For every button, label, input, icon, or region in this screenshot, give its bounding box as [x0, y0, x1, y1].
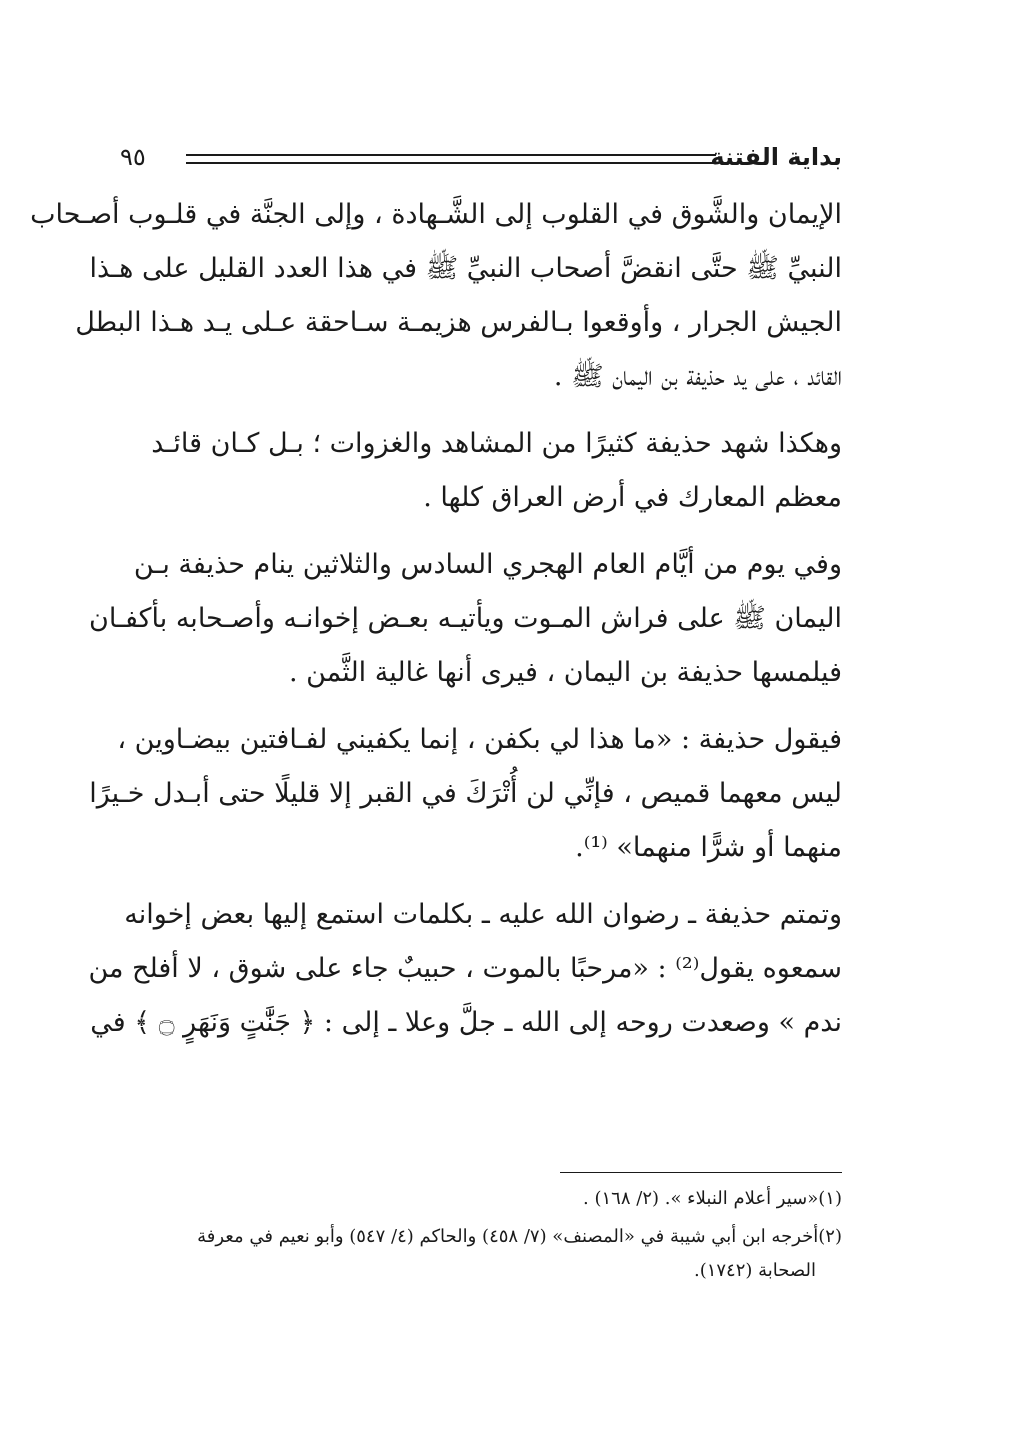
text-line: سمعوه يقول⁽²⁾ : «مرحبًا بالموت ، حبيبٌ جاء على شوق ، لا أفلح من	[88, 953, 842, 984]
footnote-line: الصحابة (١٧٤٢).	[693, 1260, 816, 1281]
footnote-line: (١)«سير أعلام النبلاء ». (٢/ ١٦٨) .	[583, 1188, 842, 1209]
text-line: النبيِّ ﷺ حتَّى انقضَّ أصحاب النبيِّ ﷺ في هذا العدد القليل على هـذا	[89, 253, 842, 284]
paragraph	[89, 713, 842, 875]
text-line: وتمتم حذيفة ـ رضوان الله عليه ـ بكلمات استمع إليها بعض إخوانه	[124, 899, 842, 930]
text-line: الجيش الجرار ، وأوقعوا بـالفرس هزيمـة سـاحقة عـلى يـد هـذا البطل	[75, 307, 842, 338]
text-line: فيلمسها حذيفة بن اليمان ، فيرى أنها غالية الثَّمن .	[288, 657, 842, 688]
footnotes	[132, 1182, 842, 1292]
footnote-line: (٢)أخرجه ابن أبي شيبة في «المصنف» (٧/ ٤٥٨) والحاكم (٤/ ٥٤٧) وأبو نعيم في معرفة	[197, 1226, 842, 1247]
chapter-title: بداية الفتنة	[710, 143, 842, 171]
footnote	[132, 1220, 842, 1288]
text-line: اليمان ﷺ على فراش المـوت ويأتيـه بعـض إخوانـه وأصـحابه بأكفـان	[89, 603, 842, 634]
running-header	[120, 140, 842, 180]
text-line: وهكذا شهد حذيفة كثيرًا من المشاهد والغزوات ؛ بـل كـان قائـد	[151, 428, 842, 459]
text-line: ليس معهما قميص ، فإنِّي لن أُتْرَكَ في القبر إلا قليلًا حتى أبـدل خـيرًا	[89, 778, 842, 809]
text-line: الإيمان والشَّوق في القلوب إلى الشَّـهادة ، وإلى الجنَّة في قلـوب أصـحاب	[30, 199, 842, 230]
paragraph	[30, 188, 842, 404]
text-line: منهما أو شرًّا منهما» ⁽¹⁾.	[575, 832, 842, 863]
text-line: معظم المعارك في أرض العراق كلها .	[423, 482, 842, 513]
text-line: وفي يوم من أيَّام العام الهجري السادس والثلاثين ينام حذيفة بـن	[133, 549, 842, 580]
page-number: ٩٥	[120, 143, 146, 171]
header-rule	[186, 154, 716, 164]
paragraph	[88, 888, 842, 1050]
footnote-separator	[560, 1172, 842, 1173]
footnote	[132, 1182, 842, 1216]
paragraph	[132, 417, 842, 525]
paragraph	[89, 538, 842, 700]
text-line: ندم » وصعدت روحه إلى الله ـ جلَّ وعلا ـ إلى : ﴿ جَنَّٰتٍ وَنَهَرٍ ۝ ﴾ في	[90, 1007, 842, 1038]
text-line: القائد ، على يد حذيفة بن اليمان ﷺ .	[553, 361, 842, 392]
body-text	[30, 188, 842, 1063]
text-line: فيقول حذيفة : «ما هذا لي بكفن ، إنما يكفيني لفـافتين بيضـاوين ،	[117, 724, 842, 755]
